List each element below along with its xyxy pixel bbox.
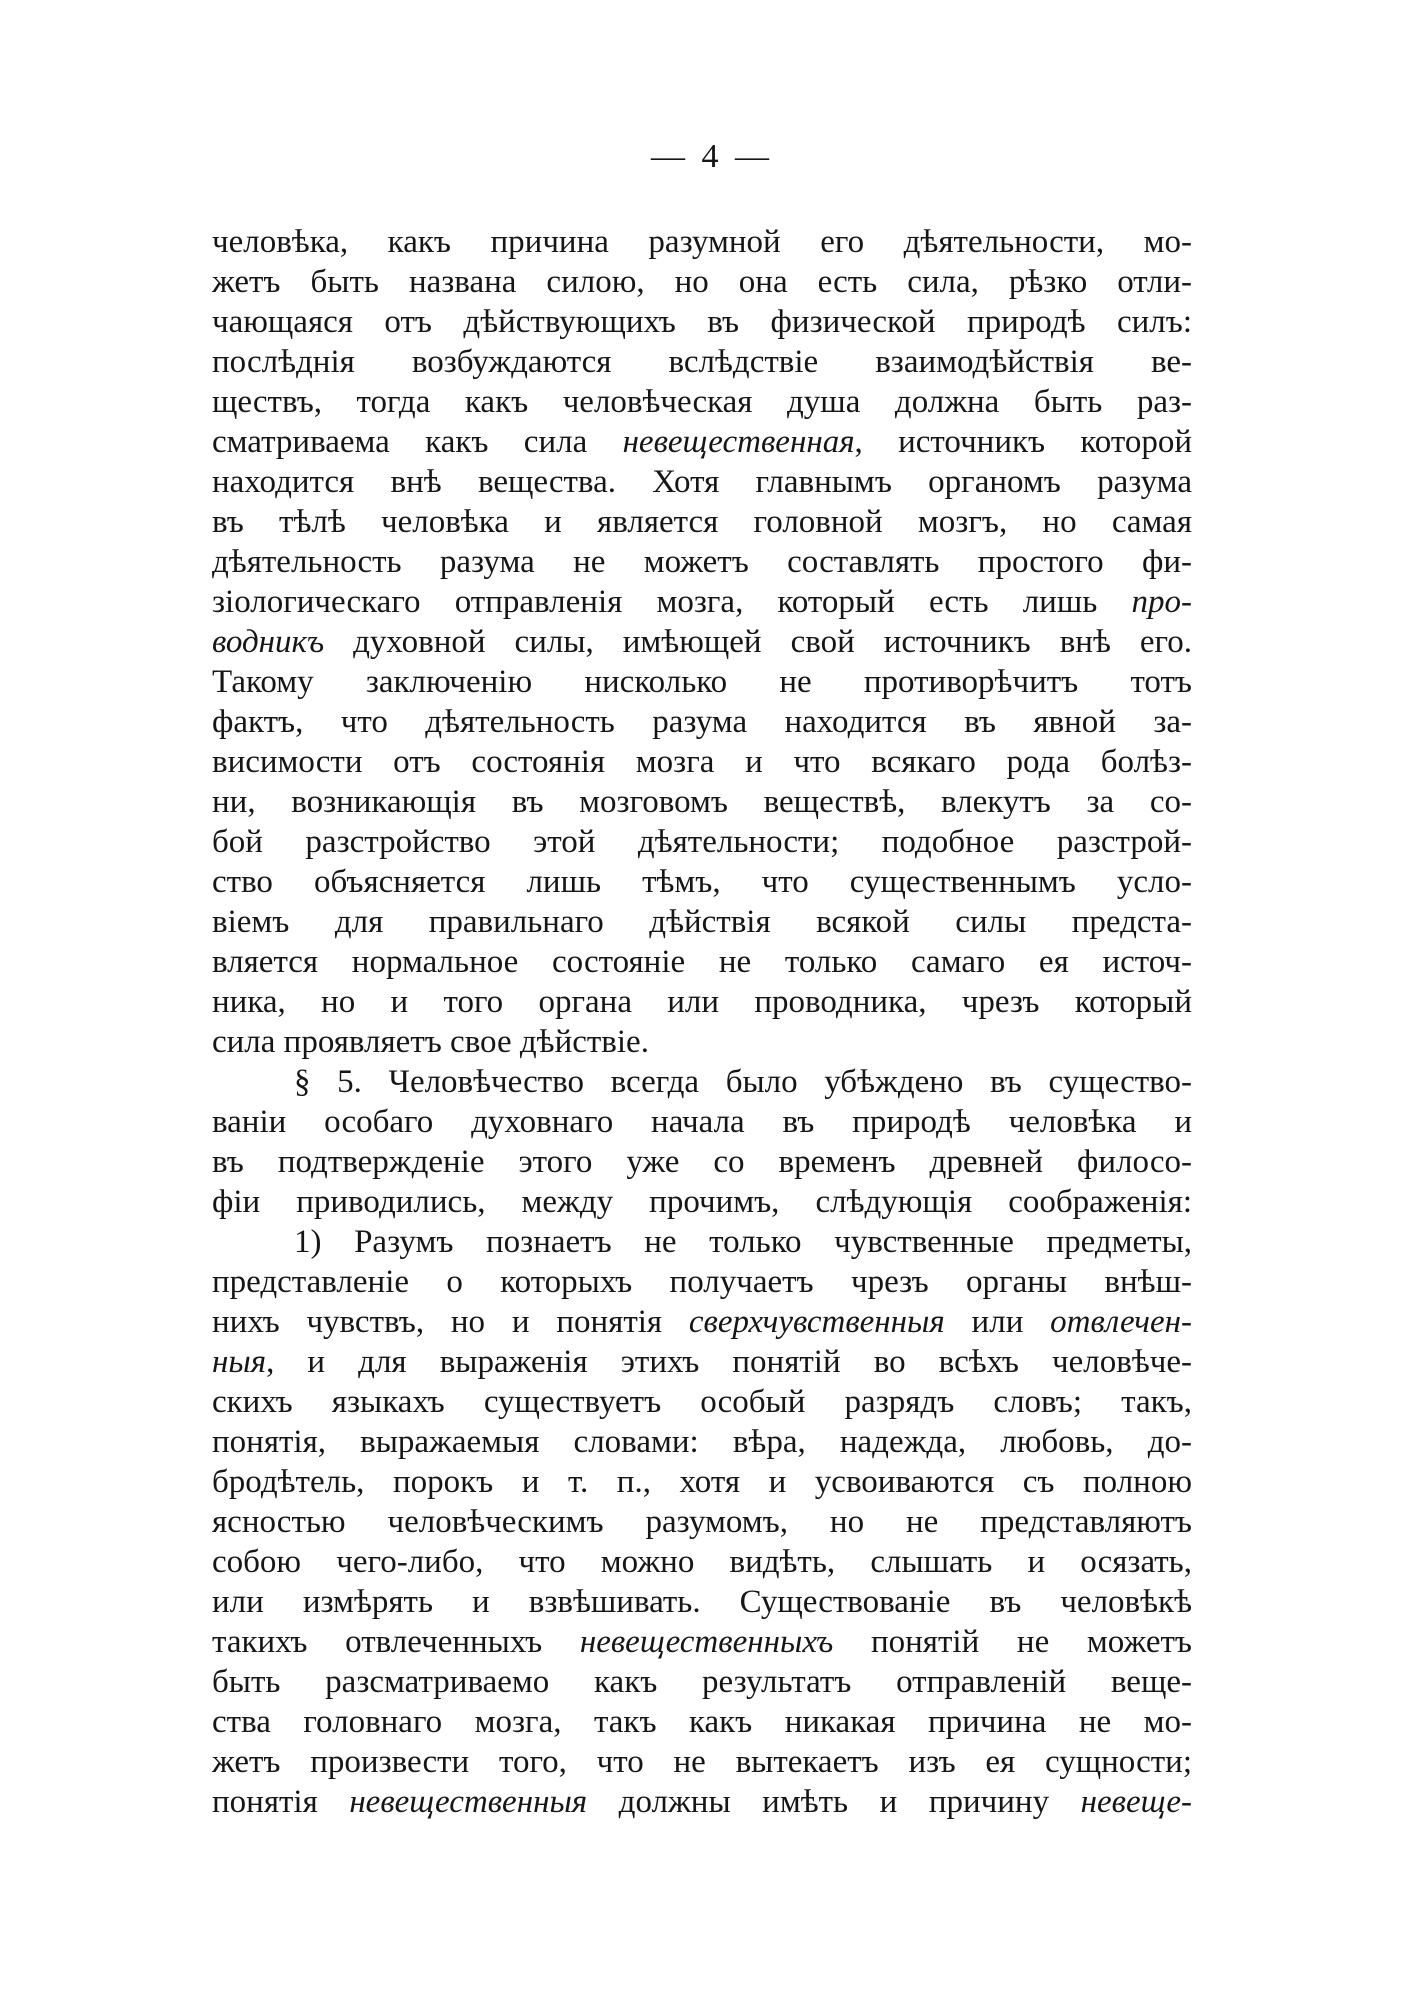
body-text xyxy=(212,222,1192,1822)
text-segment: , и для выраженія этихъ понятій во всѣхъ человѣче- xyxy=(266,1344,1192,1380)
text-line xyxy=(212,1542,1192,1582)
text-line xyxy=(212,1782,1192,1822)
text-line xyxy=(212,1062,1192,1102)
text-segment: 1) Разумъ познаетъ не только чувственные предметы, xyxy=(294,1224,1192,1260)
text-line xyxy=(212,622,1192,662)
text-line xyxy=(212,382,1192,422)
text-segment: висимости отъ состоянія мозга и что всякаго рода болѣз- xyxy=(212,744,1192,780)
text-segment: ства головнаго мозга, такъ какъ никакая причина не мо- xyxy=(212,1704,1192,1740)
text-line xyxy=(212,1582,1192,1622)
text-line xyxy=(212,342,1192,382)
text-line xyxy=(212,1622,1192,1662)
text-segment: быть разсматриваемо какъ результатъ отправленій веще- xyxy=(212,1664,1192,1700)
text-line xyxy=(212,582,1192,622)
text-segment: зіологическаго отправленія мозга, который есть лишь xyxy=(212,584,1132,620)
text-line xyxy=(212,982,1192,1022)
text-segment: ясностью человѣческимъ разумомъ, но не представляютъ xyxy=(212,1504,1192,1540)
text-segment: ваніи особаго духовнаго начала въ природѣ человѣка и xyxy=(212,1104,1192,1140)
text-segment: дѣятельность разума не можетъ составлять простого фи- xyxy=(212,544,1192,580)
text-line xyxy=(212,1262,1192,1302)
text-segment: въ тѣлѣ человѣка и является головной мозгъ, но самая xyxy=(212,504,1192,540)
text-line xyxy=(212,1342,1192,1382)
text-line xyxy=(212,302,1192,342)
text-line xyxy=(212,822,1192,862)
text-segment: бой разстройство этой дѣятельности; подобное разстрой- xyxy=(212,824,1192,860)
text-segment: чающаяся отъ дѣйствующихъ въ физической природѣ силъ: xyxy=(212,304,1192,340)
text-segment: фіи приводились, между прочимъ, слѣдующія соображенія: xyxy=(212,1184,1192,1220)
text-segment: фактъ, что дѣятельность разума находится въ явной за- xyxy=(212,704,1192,740)
italic-text: невеще- xyxy=(1080,1784,1192,1820)
italic-text: водникъ xyxy=(212,624,325,660)
text-segment: или измѣрять и взвѣшивать. Существованіе въ человѣкѣ xyxy=(212,1584,1192,1620)
text-segment: духовной силы, имѣющей свой источникъ внѣ его. xyxy=(324,624,1192,660)
text-segment: нихъ чувствъ, но и понятія xyxy=(212,1304,689,1340)
text-segment: Такому заключенію нисколько не противорѣчитъ тотъ xyxy=(212,664,1192,700)
text-segment: ника, но и того органа или проводника, чрезъ который xyxy=(212,984,1192,1020)
text-line xyxy=(212,1422,1192,1462)
text-line xyxy=(212,1462,1192,1502)
text-line xyxy=(212,422,1192,462)
italic-text: невещественныя xyxy=(349,1784,588,1820)
text-line xyxy=(212,1182,1192,1222)
text-segment: находится внѣ вещества. Хотя главнымъ органомъ разума xyxy=(212,464,1192,500)
text-segment: ни, возникающія въ мозговомъ веществѣ, влекутъ за со- xyxy=(212,784,1192,820)
text-segment: § 5. Человѣчество всегда было убѣждено въ существо- xyxy=(294,1064,1192,1100)
text-segment: должны имѣть и причину xyxy=(587,1784,1081,1820)
text-line xyxy=(212,1222,1192,1262)
text-line xyxy=(212,782,1192,822)
text-line xyxy=(212,262,1192,302)
text-line xyxy=(212,1742,1192,1782)
page-number: — 4 — xyxy=(651,138,773,175)
text-segment: послѣднія возбуждаются вслѣдствіе взаимодѣйствія ве- xyxy=(212,344,1192,380)
italic-text: невещественныхъ xyxy=(579,1624,834,1660)
text-line xyxy=(212,662,1192,702)
text-line xyxy=(212,1382,1192,1422)
text-segment: жетъ произвести того, что не вытекаетъ изъ ея сущности; xyxy=(212,1744,1192,1780)
italic-text: ныя xyxy=(212,1344,267,1380)
text-segment: ществъ, тогда какъ человѣческая душа должна быть раз- xyxy=(212,384,1192,420)
text-segment: жетъ быть названа силою, но она есть сила, рѣзко отли- xyxy=(212,264,1192,300)
text-line xyxy=(212,1502,1192,1542)
text-line xyxy=(212,862,1192,902)
italic-text: сверхчувственныя xyxy=(688,1304,945,1340)
text-segment: понятій не можетъ xyxy=(833,1624,1192,1660)
italic-text: невещественная xyxy=(622,424,855,460)
text-line xyxy=(212,1022,1192,1062)
text-line xyxy=(212,942,1192,982)
text-line xyxy=(212,1702,1192,1742)
italic-text: про- xyxy=(1131,584,1192,620)
text-line xyxy=(212,1662,1192,1702)
italic-text: отвлечен- xyxy=(1050,1304,1193,1340)
text-segment: віемъ для правильнаго дѣйствія всякой силы предста- xyxy=(212,904,1192,940)
text-line xyxy=(212,502,1192,542)
text-line xyxy=(212,1142,1192,1182)
text-segment: скихъ языкахъ существуетъ особый разрядъ словъ; такъ, xyxy=(212,1384,1192,1420)
text-segment: ство объясняется лишь тѣмъ, что существеннымъ усло- xyxy=(212,864,1192,900)
text-segment: вляется нормальное состояніе не только самаго ея источ- xyxy=(212,944,1192,980)
text-line xyxy=(212,902,1192,942)
text-segment: , источникъ которой xyxy=(854,424,1192,460)
text-line xyxy=(212,222,1192,262)
text-segment: сматриваема какъ сила xyxy=(212,424,623,460)
text-line xyxy=(212,542,1192,582)
text-segment: сила проявляетъ свое дѣйствіе. xyxy=(212,1024,649,1060)
text-line xyxy=(212,1302,1192,1342)
text-line xyxy=(212,702,1192,742)
text-line xyxy=(212,1102,1192,1142)
text-segment: понятія xyxy=(212,1784,350,1820)
text-segment: понятія, выражаемыя словами: вѣра, надежда, любовь, до- xyxy=(212,1424,1192,1460)
text-segment: такихъ отвлеченныхъ xyxy=(212,1624,580,1660)
text-line xyxy=(212,742,1192,782)
text-segment: или xyxy=(944,1304,1051,1340)
text-segment: бродѣтель, порокъ и т. п., хотя и усвоиваются съ полною xyxy=(212,1464,1192,1500)
text-line xyxy=(212,462,1192,502)
text-segment: собою чего-либо, что можно видѣть, слышать и осязать, xyxy=(212,1544,1192,1580)
text-segment: въ подтвержденіе этого уже со временъ древней филосо- xyxy=(212,1144,1192,1180)
text-segment: человѣка, какъ причина разумной его дѣятельности, мо- xyxy=(212,224,1192,260)
text-segment: представленіе о которыхъ получаетъ чрезъ органы внѣш- xyxy=(212,1264,1192,1300)
